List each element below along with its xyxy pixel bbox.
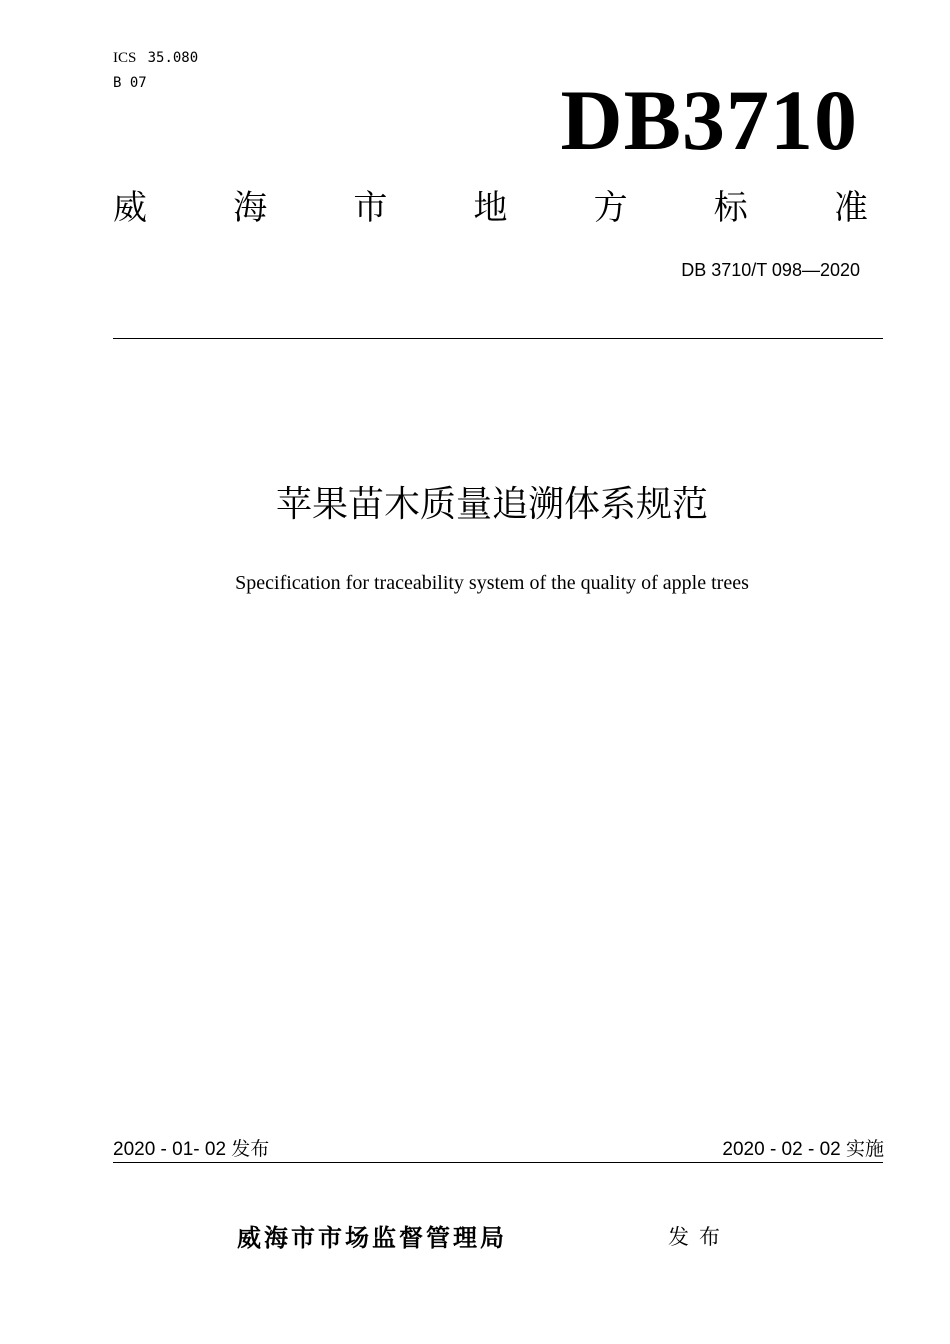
top-divider bbox=[113, 338, 883, 339]
bottom-divider bbox=[113, 1162, 883, 1163]
issue-label: 发布 bbox=[668, 1225, 730, 1249]
implementation-date: 2020 - 02 - 02 实施 bbox=[722, 1139, 884, 1160]
standard-type-char: 地 bbox=[473, 188, 508, 228]
issue-date: 2020 - 01- 02 发布 bbox=[113, 1139, 270, 1160]
standard-logo: DB3710 bbox=[560, 72, 858, 168]
standard-type-heading bbox=[113, 186, 868, 230]
standard-type-char: 标 bbox=[713, 188, 748, 228]
issuing-authority: 威海市市场监督管理局 bbox=[237, 1224, 507, 1252]
standard-type-char: 威 bbox=[113, 188, 147, 228]
standard-type-char: 海 bbox=[233, 188, 268, 228]
standard-type-char: 市 bbox=[353, 188, 388, 228]
document-title-chinese: 苹果苗木质量追溯体系规范 bbox=[275, 484, 708, 525]
ics-classification bbox=[113, 49, 198, 67]
ccs-code: B 07 bbox=[113, 75, 147, 91]
standard-type-char: 方 bbox=[593, 188, 628, 228]
ics-label: ICS bbox=[113, 50, 137, 66]
standard-type-char: 准 bbox=[833, 188, 868, 228]
document-title-english: Specification for traceability system of the quality of apple trees bbox=[235, 572, 749, 594]
standard-number: DB 3710/T 098—2020 bbox=[681, 260, 860, 280]
ics-code: 35.080 bbox=[147, 50, 199, 66]
